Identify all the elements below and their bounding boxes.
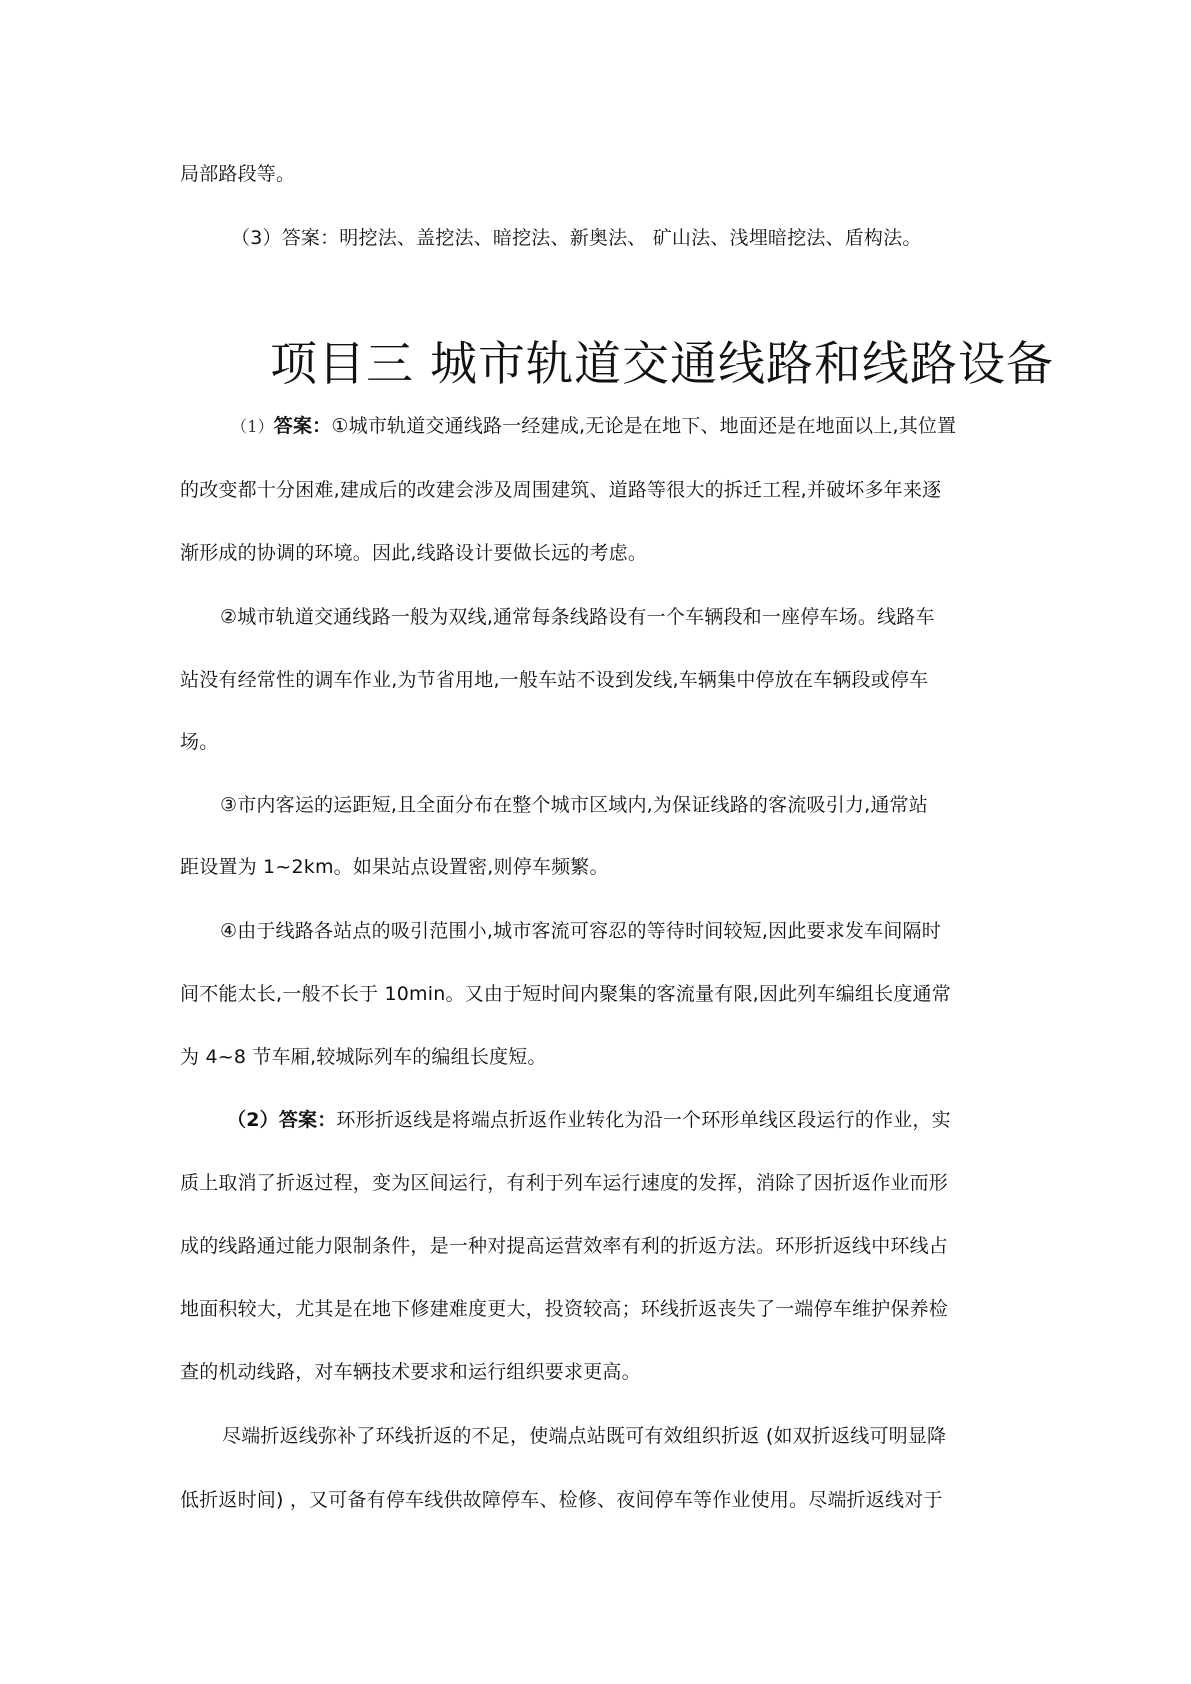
answer-1-line-3: 渐形成的协调的环境。因此,线路设计要做长远的考虑。 — [180, 542, 648, 564]
point-4-line-3: 为 4~8 节车厢,较城际列车的编组长度短。 — [180, 1046, 547, 1068]
answer-1-label: 答案： — [273, 415, 332, 437]
answer-1-line-1 — [231, 412, 956, 441]
point-2-line-1: ②城市轨道交通线路一般为双线,通常每条线路设有一个车辆段和一座停车场。线路车 — [220, 606, 935, 628]
answer-2-text: 环形折返线是将端点折返作业转化为沿一个环形单线区段运行的作业，实 — [336, 1109, 951, 1131]
answer-1-line-2: 的改变都十分困难,建成后的改建会涉及周围建筑、道路等很大的拆迁工程,并破坏多年来逐 — [180, 479, 942, 501]
point-4-line-2: 间不能太长,一般不长于 10min。又由于短时间内聚集的客流量有限,因此列车编组长度通常 — [180, 983, 951, 1005]
answer-2-line-1 — [227, 1106, 951, 1134]
answer-1-text: ①城市轨道交通线路一经建成,无论是在地下、地面还是在地面以上,其位置 — [331, 415, 957, 437]
point-2-line-3: 场。 — [180, 731, 219, 753]
answer-2-line-2: 质上取消了折返过程，变为区间运行，有利于列车运行速度的发挥，消除了因折返作业而形 — [180, 1172, 949, 1194]
paragraph-6-line-1: 尽端折返线弥补了环线折返的不足，使端点站既可有效组织折返 (如双折返线可明显降 — [222, 1425, 947, 1447]
section-heading: 项目三 城市轨道交通线路和线路设备 — [270, 337, 1054, 392]
point-4-line-1: ④由于线路各站点的吸引范围小,城市客流可容忍的等待时间较短,因此要求发车间隔时 — [220, 920, 941, 942]
answer-2-label: （2）答案： — [227, 1109, 337, 1131]
answer-3-line: （3）答案：明挖法、盖挖法、暗挖法、新奥法、 矿山法、浅埋暗挖法、盾构法。 — [231, 227, 922, 249]
point-3-line-1: ③市内客运的运距短,且全面分布在整个城市区域内,为保证线路的客流吸引力,通常站 — [220, 794, 928, 816]
text-line: 局部路段等。 — [180, 163, 296, 185]
answer-2-line-5: 查的机动线路，对车辆技术要求和运行组织要求更高。 — [180, 1361, 641, 1383]
paragraph-6-line-2: 低折返时间) ，又可备有停车线供故障停车、检修、夜间停车等作业使用。尽端折返线对于 — [180, 1489, 943, 1511]
answer-1-prefix: （1） — [231, 417, 274, 436]
answer-2-line-4: 地面积较大，尤其是在地下修建难度更大，投资较高；环线折返丧失了一端停车维护保养检 — [180, 1298, 949, 1320]
point-3-line-2: 距设置为 1~2km。如果站点设置密,则停车频繁。 — [180, 856, 609, 878]
point-2-line-2: 站没有经常性的调车作业,为节省用地,一般车站不设到发线,车辆集中停放在车辆段或停车 — [180, 669, 929, 691]
answer-2-line-3: 成的线路通过能力限制条件，是一种对提高运营效率有利的折返方法。环形折返线中环线占 — [180, 1235, 949, 1257]
